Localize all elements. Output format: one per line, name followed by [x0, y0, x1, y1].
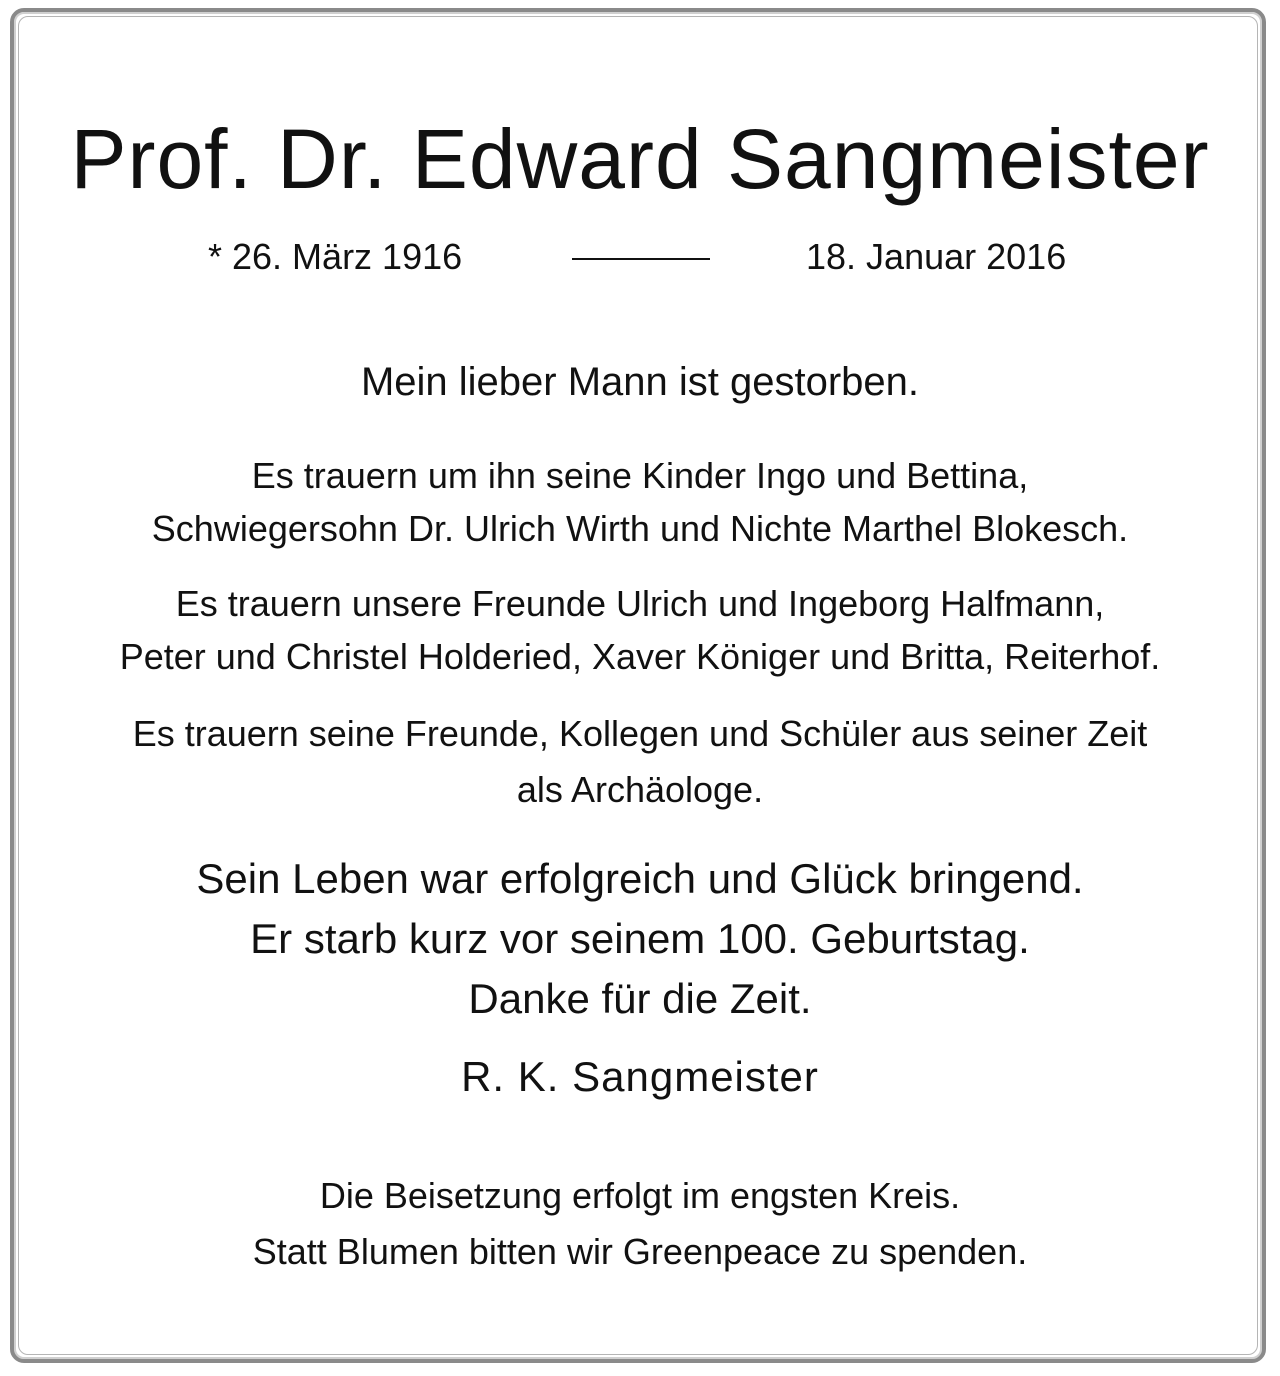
- death-date: 18. Januar 2016: [806, 236, 1067, 277]
- mourners-colleagues-line-2: als Archäologe.: [516, 769, 764, 810]
- tribute-line-1: Sein Leben war erfolgreich und Glück bringend.: [196, 855, 1084, 902]
- mourners-family-line-2: Schwiegersohn Dr. Ulrich Wirth und Nichte Marthel Blokesch.: [151, 508, 1129, 549]
- signature: R. K. Sangmeister: [461, 1053, 819, 1100]
- life-dates: [0, 232, 1280, 282]
- frame-inner-border: [18, 16, 1258, 1355]
- tribute-line-3: Danke für die Zeit.: [468, 975, 812, 1022]
- deceased-name: Prof. Dr. Edward Sangmeister: [70, 112, 1210, 206]
- mourners-colleagues-line-1: Es trauern seine Freunde, Kollegen und Schüler aus seiner Zeit: [132, 713, 1148, 754]
- mourners-family-line-1: Es trauern um ihn seine Kinder Ingo und Bettina,: [251, 455, 1029, 496]
- tribute-line-2: Er starb kurz vor seinem 100. Geburtstag.: [250, 915, 1030, 962]
- mourners-friends-line-2: Peter und Christel Holderied, Xaver Königer und Britta, Reiterhof.: [119, 636, 1161, 677]
- birth-date: * 26. März 1916: [208, 236, 463, 277]
- funeral-line-1: Die Beisetzung erfolgt im engsten Kreis.: [319, 1175, 961, 1216]
- funeral-line-2: Statt Blumen bitten wir Greenpeace zu spenden.: [252, 1231, 1028, 1272]
- dates-separator-line: [572, 258, 710, 260]
- intro-line: Mein lieber Mann ist gestorben.: [360, 360, 920, 404]
- mourners-friends-line-1: Es trauern unsere Freunde Ulrich und Ingeborg Halfmann,: [175, 583, 1105, 624]
